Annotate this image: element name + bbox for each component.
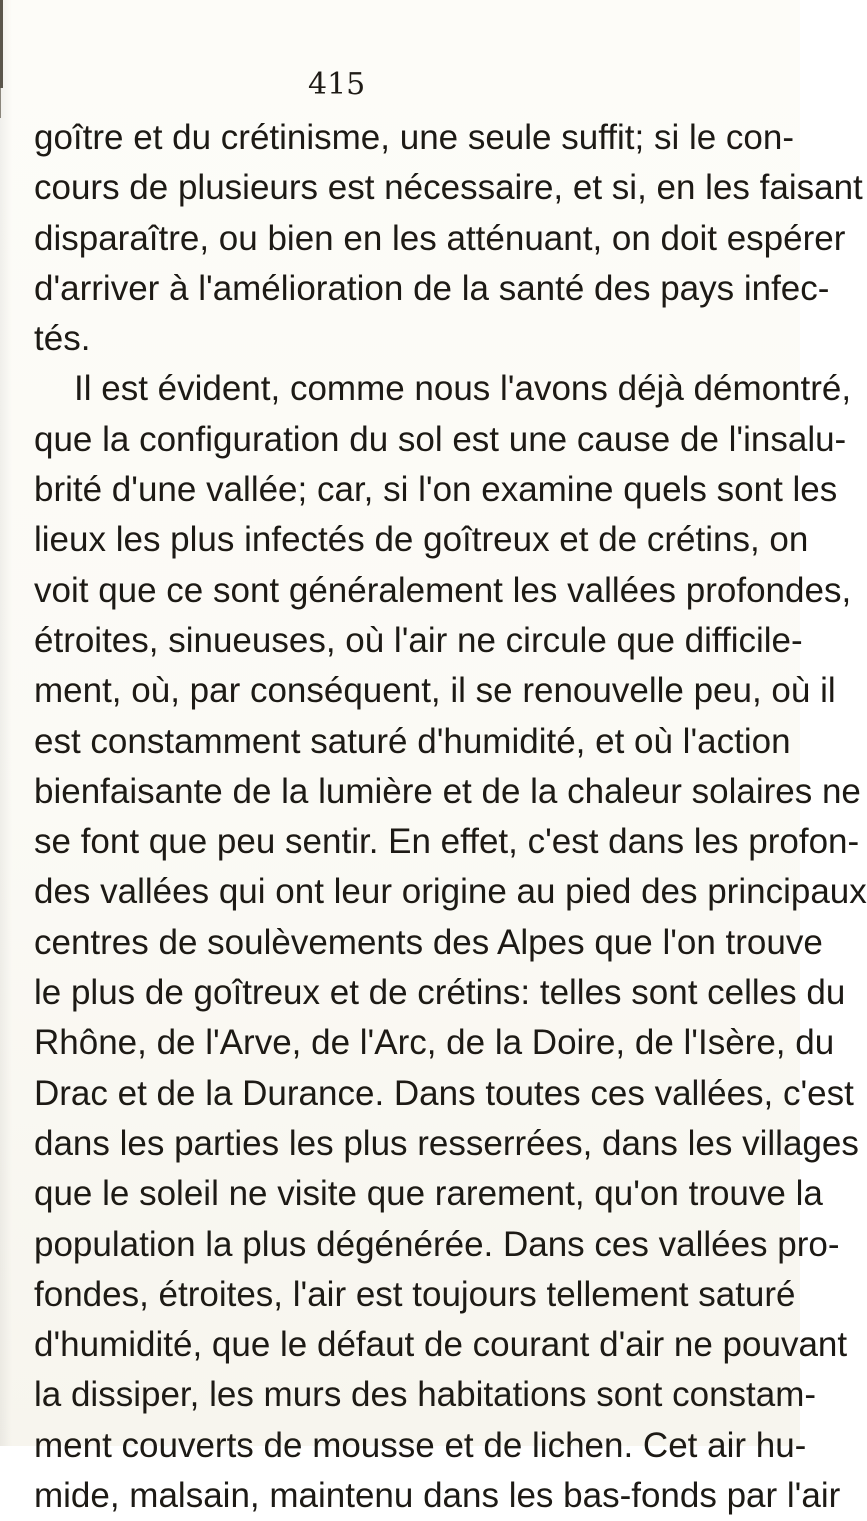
text-line: se font que peu sentir. En effet, c'est dans les profon- [34,822,860,862]
text-line: goître et du crétinisme, une seule suffit; si le con- [34,118,795,157]
text-line: le plus de goîtreux et de crétins: telles sont celles du [34,973,846,1013]
text-line: population la plus dégénérée. Dans ces vallées pro- [34,1224,840,1264]
text-line: mide, malsain, maintenu dans les bas-fonds par l'air [34,1476,841,1516]
text-line: bienfaisante de la lumière et de la chaleur solaires ne [34,771,861,811]
text-line: que le soleil ne visite que rarement, qu'on trouve la [34,1174,823,1214]
text-line: lieux les plus infectés de goîtreux et de crétins, on [34,520,809,560]
text-line: ment couverts de mousse et de lichen. Cet air hu- [34,1425,807,1465]
text-line: étroites, sinueuses, où l'air ne circule que difficile- [34,620,803,660]
binding-shadow [0,0,12,1446]
page-number: 415 [308,67,366,102]
text-line: Drac et de la Durance. Dans toutes ces vallées, c'est [34,1073,854,1113]
text-line: d'arriver à l'amélioration de la santé des pays infec- [34,268,830,308]
text-line: cours de plusieurs est nécessaire, et si, en les faisant [34,168,863,208]
text-line: fondes, étroites, l'air est toujours tellement saturé [34,1274,796,1314]
text-line: Il est évident, comme nous l'avons déjà démontré, [74,369,852,409]
text-line: centres de soulèvements des Alpes que l'on trouve [34,922,823,962]
text-line: brité d'une vallée; car, si l'on examine quels sont les [34,470,838,510]
text-line: voit que ce sont généralement les vallées profondes, [34,570,852,610]
body-text [34,113,867,1521]
text-line: tés. [34,319,91,359]
text-line: Rhône, de l'Arve, de l'Arc, de la Doire, de l'Isère, du [34,1023,835,1063]
text-line: d'humidité, que le défaut de courant d'air ne pouvant [34,1325,848,1365]
text-line: est constamment saturé d'humidité, et où l'action [34,721,791,761]
text-line: que la configuration du sol est une cause de l'insalu- [34,419,847,459]
text-line: ment, où, par conséquent, il se renouvelle peu, où il [34,671,836,711]
binding-mark [0,88,7,118]
binding-edge [0,0,3,88]
text-line: la dissiper, les murs des habitations sont constam- [34,1375,817,1415]
text-line: dans les parties les plus resserrées, dans les villages [34,1123,859,1163]
text-line: des vallées qui ont leur origine au pied des principaux [34,872,867,912]
text-line: disparaître, ou bien en les atténuant, on doit espérer [34,218,846,258]
